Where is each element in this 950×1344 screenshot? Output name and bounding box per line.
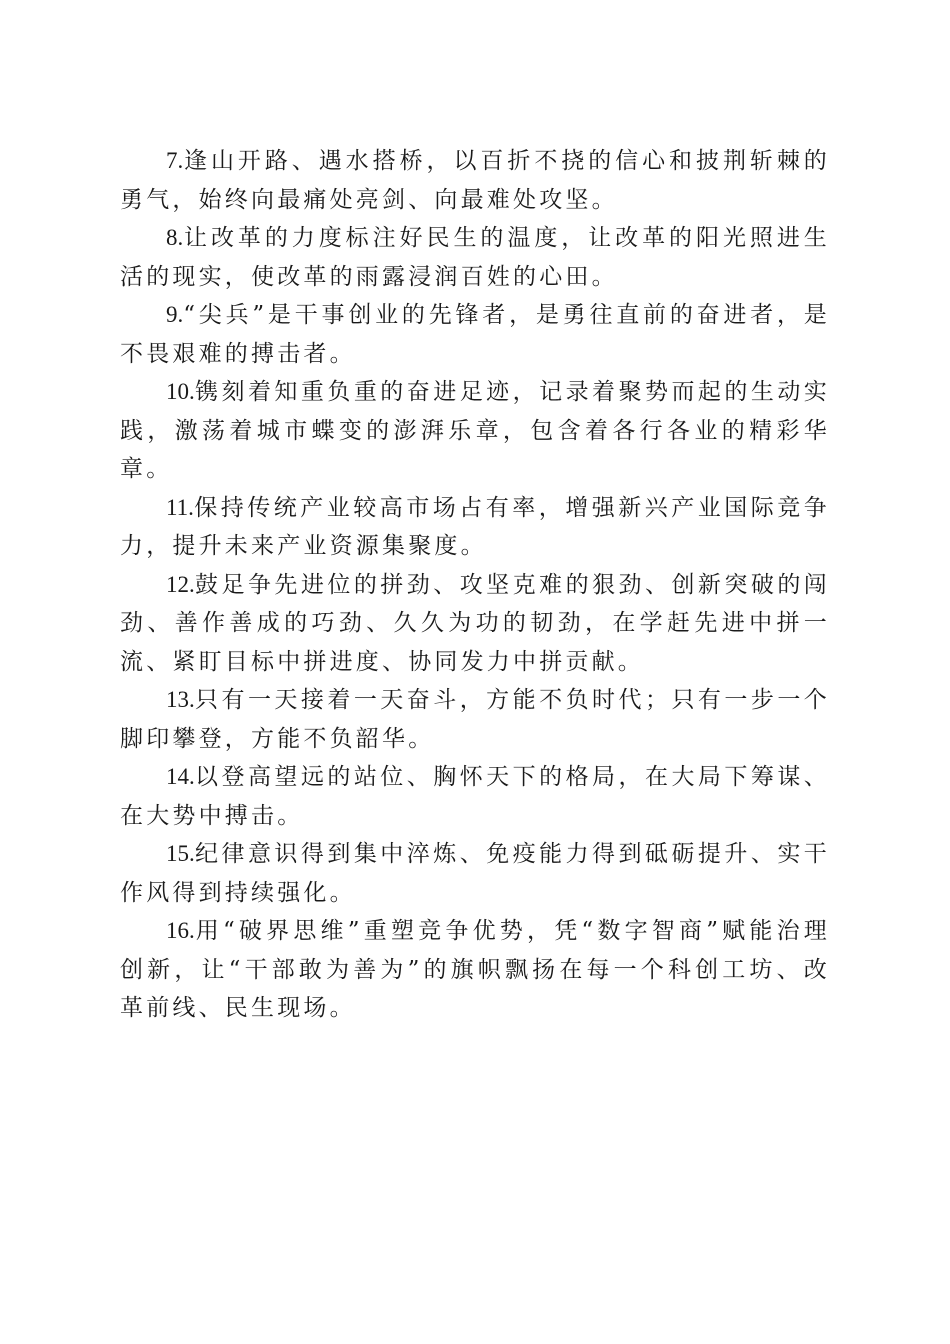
paragraph-12 bbox=[120, 566, 830, 682]
paragraph-number: 13. bbox=[166, 687, 195, 712]
paragraph-13 bbox=[120, 681, 830, 758]
paragraph-8 bbox=[120, 219, 830, 296]
paragraph-number: 9. bbox=[166, 302, 184, 327]
document-body bbox=[120, 142, 830, 1028]
paragraph-text: 以登高望远的站位、胸怀天下的格局，在大局下筹谋、在大势中搏击。 bbox=[120, 764, 830, 829]
paragraph-14 bbox=[120, 758, 830, 835]
paragraph-text: 让改革的力度标注好民生的温度，让改革的阳光照进生活的现实，使改革的雨露浸润百姓的心田。 bbox=[120, 225, 830, 290]
paragraph-text: 用“破界思维”重塑竞争优势，凭“数字智商”赋能治理创新，让“干部敢为善为”的旗帜飘扬在每一个科创工坊、改革前线、民生现场。 bbox=[120, 918, 830, 1021]
paragraph-7 bbox=[120, 142, 830, 219]
paragraph-text: 只有一天接着一天奋斗，方能不负时代；只有一步一个脚印攀登，方能不负韶华。 bbox=[120, 687, 830, 752]
paragraph-10 bbox=[120, 373, 830, 489]
paragraph-text: 逢山开路、遇水搭桥，以百折不挠的信心和披荆斩棘的勇气，始终向最痛处亮剑、向最难处攻坚。 bbox=[120, 148, 830, 213]
paragraph-text: “尖兵”是干事创业的先锋者，是勇往直前的奋进者，是不畏艰难的搏击者。 bbox=[120, 302, 830, 367]
paragraph-number: 7. bbox=[166, 148, 184, 173]
paragraph-number: 15. bbox=[166, 841, 195, 866]
paragraph-text: 镌刻着知重负重的奋进足迹，记录着聚势而起的生动实践，激荡着城市蝶变的澎湃乐章，包含着各行各业的精彩华章。 bbox=[120, 379, 830, 482]
paragraph-text: 纪律意识得到集中淬炼、免疫能力得到砥砺提升、实干作风得到持续强化。 bbox=[120, 841, 830, 906]
paragraph-15 bbox=[120, 835, 830, 912]
paragraph-text: 保持传统产业较高市场占有率，增强新兴产业国际竞争力，提升未来产业资源集聚度。 bbox=[120, 494, 830, 559]
paragraph-number: 8. bbox=[166, 225, 184, 250]
paragraph-number: 14. bbox=[166, 764, 195, 789]
paragraph-number: 12. bbox=[166, 571, 195, 597]
paragraph-16 bbox=[120, 912, 830, 1028]
paragraph-9 bbox=[120, 296, 830, 373]
paragraph-11 bbox=[120, 489, 830, 566]
paragraph-text: 鼓足争先进位的拼劲、攻坚克难的狠劲、创新突破的闯劲、善作善成的巧劲、久久为功的韧劲，在学赶先进中拼一流、紧盯目标中拼进度、协同发力中拼贡献。 bbox=[120, 571, 830, 675]
paragraph-number: 16. bbox=[166, 918, 195, 943]
paragraph-number: 11. bbox=[166, 494, 194, 520]
paragraph-number: 10. bbox=[166, 379, 195, 404]
